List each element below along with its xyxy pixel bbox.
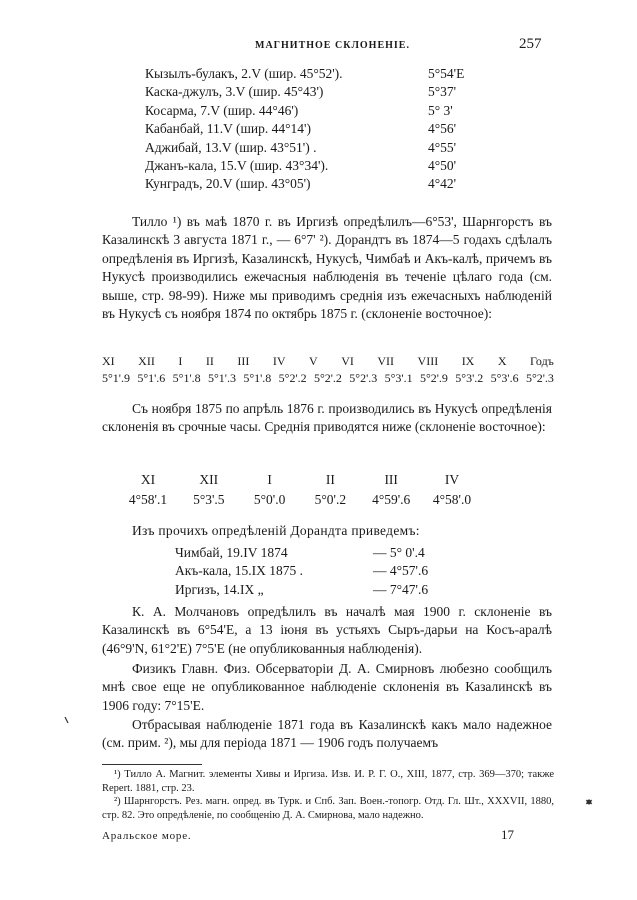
- station-list: [145, 66, 525, 195]
- station-declination: 5°54'E: [428, 66, 465, 81]
- dorandt-list: [175, 545, 495, 600]
- month-label: II: [205, 354, 214, 368]
- station-declination: — 7°47'.6: [373, 581, 429, 597]
- station-declination: — 4°57'.6: [373, 563, 429, 579]
- month-label: VI: [341, 354, 354, 368]
- signature-line: Аральское море.: [102, 830, 192, 842]
- month-value: 5°0'.0: [253, 492, 286, 507]
- station-row: [145, 103, 525, 121]
- partial-values-row: [120, 492, 480, 512]
- paragraph-text: Физикъ Главн. Физ. Обсерваторіи Д. А. Смирновъ любезно сообщилъ мнѣ свое еще не опубликованное наблюденіе склоненія въ Казалинскѣ въ 1906 году: 7°15'E.: [102, 661, 552, 713]
- month-label: XII: [199, 472, 219, 487]
- month-label: I: [267, 472, 272, 487]
- station-name: Кунградъ, 20.V (шир. 43°05'): [145, 176, 311, 192]
- ink-blot-icon: [585, 798, 593, 806]
- partial-means-table: [120, 472, 480, 512]
- month-value: 5°1'.9: [102, 371, 130, 385]
- station-name: Джанъ-кала, 15.V (шир. 43°34').: [145, 157, 329, 173]
- sheet-number: 17: [501, 827, 514, 842]
- month-value: 5°2'.2: [313, 371, 342, 385]
- station-row: [145, 176, 525, 194]
- station-name: Аджибай, 13.V (шир. 43°51') .: [145, 139, 317, 155]
- month-value: 5°3'.2: [455, 371, 484, 385]
- paragraph-molchanov: [102, 603, 552, 658]
- month-value: 5°2'.9: [419, 371, 448, 385]
- month-value: 5°1'.6: [137, 371, 166, 385]
- month-value: 4°58'.0: [432, 492, 472, 507]
- month-value: 4°58'.1: [128, 492, 168, 507]
- month-label: III: [237, 354, 250, 368]
- station-row: [145, 158, 525, 176]
- dorandt-row: [175, 582, 495, 600]
- month-value: 4°59'.6: [372, 492, 411, 507]
- paragraph-nukus: [102, 400, 552, 437]
- station-name: Каска-джулъ, 3.V (шир. 45°43'): [145, 84, 324, 100]
- station-name: Чимбай, 19.IV 1874: [175, 545, 288, 560]
- station-name: Акъ-кала, 15.IX 1875 .: [175, 563, 303, 579]
- footnote: ¹) Тилло А. Магнит. элементы Хивы и Иргиза. Изв. И. Р. Г. О., XIII, 1877, стр. 369—370; также Repert. 1881, стр. 23.: [102, 769, 554, 794]
- running-title: МАГНИТНОЕ СКЛОНЕНІЕ.: [255, 40, 410, 51]
- station-declination: 4°56': [428, 121, 457, 137]
- paragraph-tillo: [102, 213, 552, 323]
- month-value: 5°1'.8: [243, 371, 272, 385]
- station-declination: 4°55': [428, 139, 457, 155]
- paragraph-smirnov: [102, 660, 552, 715]
- month-value: 5°2'.3: [349, 371, 378, 385]
- month-value: 5°3'.5: [193, 492, 225, 507]
- month-label: VII: [377, 354, 395, 368]
- month-value: 5°1'.8: [172, 371, 201, 385]
- partial-header-row: [120, 472, 480, 492]
- month-label: III: [384, 472, 398, 487]
- station-row: [145, 66, 525, 84]
- month-value: 5°0'.2: [314, 492, 347, 507]
- station-declination: 4°50': [428, 157, 457, 173]
- month-label: I: [178, 354, 183, 368]
- station-name: Косарма, 7.V (шир. 44°46'): [145, 102, 299, 118]
- paragraph-text: Съ ноября 1875 по апрѣль 1876 г. производились въ Нукусѣ опредѣленія склоненія въ срочные часы. Среднія приводятся ниже (склоненіе восточное):: [102, 401, 552, 435]
- station-name: Кабанбай, 11.V (шир. 44°14'): [145, 121, 311, 137]
- station-row: [145, 121, 525, 139]
- footnote: ²) Шарнгорстъ. Рез. магн. опред. въ Турк. и Спб. Зап. Воен.-топогр. Отд. Гл. Шт., XXXVII, 1880, стр. 82. Это опредѣленіе, по сообщенію Д. А. Смирнова, мало надежно.: [102, 796, 554, 821]
- station-row: [145, 84, 525, 102]
- month-label: IV: [272, 354, 286, 368]
- station-row: [145, 140, 525, 158]
- paragraph-conclusion: [102, 716, 552, 753]
- month-value: 5°1'.3: [207, 371, 236, 385]
- station-name: Кызылъ-булакъ, 2.V (шир. 45°52').: [145, 66, 343, 81]
- footnotes: [102, 768, 554, 822]
- dorandt-row: [175, 545, 495, 563]
- station-name: Иргизъ, 14.IX „: [175, 581, 264, 597]
- month-label: II: [325, 472, 335, 487]
- monthly-header-row: [102, 354, 554, 371]
- month-value: 5°2'.3: [525, 371, 554, 385]
- month-label: VIII: [417, 354, 439, 368]
- paragraph-text: Тилло ¹) въ маѣ 1870 г. въ Иргизѣ опредѣлилъ—6°53', Шарнгорстъ въ Казалинскѣ 3 августа 1871 г., — 6°7' ²). Дорандтъ въ 1874—5 годахъ сдѣлалъ опредѣленія въ Иргизѣ, Казалинскѣ, Нукусѣ, Чимбаѣ и Акъ-калѣ, причемъ въ Нукусѣ производились ежечасныя наблюденія въ теченіе цѣлаго года (см. выше, стр. 98-99). Ниже мы приводимъ среднія изъ ежечасныхъ наблюденій въ Нукусѣ съ ноября 1874 по октябрь 1875 г. (склоненіе восточное):: [102, 214, 552, 322]
- station-declination: — 5° 0'.4: [373, 545, 425, 560]
- station-declination: 5° 3': [428, 102, 453, 118]
- month-label: XI: [102, 354, 115, 368]
- footnote-rule: [102, 764, 202, 765]
- dorandt-intro: Изъ прочихъ опредѣленій Дорандта приведемъ:: [132, 523, 420, 538]
- dorandt-row: [175, 563, 495, 581]
- month-label: Годъ: [530, 354, 554, 368]
- month-value: 5°3'.1: [384, 371, 413, 385]
- month-value: 5°3'.6: [490, 371, 519, 385]
- month-value: 5°2'.2: [278, 371, 307, 385]
- monthly-means-table: [102, 354, 554, 388]
- ink-speck-icon: [63, 716, 71, 724]
- paragraph-text: К. А. Молчановъ опредѣлилъ въ началѣ мая 1900 г. склоненіе въ Казалинскѣ въ 6°54'E, а 13 іюня въ устьяхъ Сыръ-дарьи на Косъ-аралѣ (46°9'N, 61°2'E) 7°5'E (не опубликованныя наблюденія).: [102, 604, 552, 656]
- month-label: IV: [444, 472, 460, 487]
- month-label: V: [309, 354, 318, 368]
- month-label: IX: [461, 354, 475, 368]
- month-label: X: [497, 354, 507, 368]
- monthly-values-row: [102, 371, 554, 388]
- page-number: 257: [519, 36, 542, 52]
- station-declination: 5°37': [428, 84, 457, 100]
- month-label: XII: [138, 354, 155, 368]
- month-label: XI: [140, 472, 156, 487]
- station-declination: 4°42': [428, 176, 457, 192]
- paragraph-text: Отбрасывая наблюденіе 1871 года въ Казалинскѣ какъ мало надежное (см. прим. ²), мы для періода 1871 — 1906 годъ получаемъ: [102, 717, 552, 751]
